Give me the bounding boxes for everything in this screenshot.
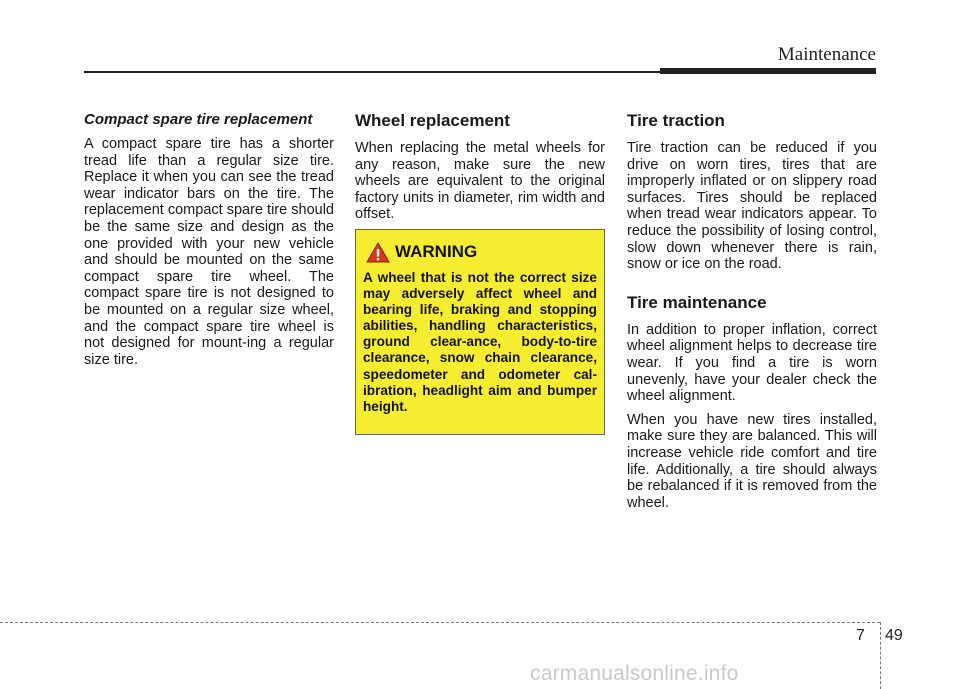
warning-label: WARNING xyxy=(395,242,478,261)
compact-spare-subheading: Compact spare tire replacement xyxy=(84,111,313,128)
warning-header xyxy=(363,238,597,266)
column-compact-spare xyxy=(84,108,334,375)
header-rule xyxy=(84,71,660,73)
watermark: carmanualsonline.info xyxy=(530,662,739,685)
warning-box xyxy=(355,229,605,435)
wheel-replacement-heading: Wheel replacement xyxy=(355,111,510,130)
warning-text: A wheel that is not the correct size may adversely affect wheel and bearing life, braking and stopping abilities, handling characteristics, ground clear-ance, body-to-tire clearance, snow chain clearance, speedometer and odometer cal-ibration, headlight aim and bumper height. xyxy=(363,270,597,414)
column-wheel-replacement xyxy=(355,108,605,230)
chapter-number: 7 xyxy=(856,627,865,644)
warning-triangle-icon xyxy=(366,242,390,263)
tire-traction-heading: Tire traction xyxy=(627,111,725,130)
tire-maintenance-paragraph-1: In addition to proper inflation, correct wheel alignment helps to decrease tire wear. If you find a tire is worn unevenly, have your dealer check the wheel alignment. xyxy=(627,321,877,405)
header-bar xyxy=(660,68,876,74)
wheel-replacement-paragraph: When replacing the metal wheels for any reason, make sure the new wheels are equivalent to the original factory units in diameter, rim width and offset. xyxy=(355,140,605,223)
tire-traction-paragraph: Tire traction can be reduced if you drive on worn tires, tires that are improperly inflated or on slippery road surfaces. Tires should be replaced when tread wear indicators appear. To reduce the possibility of losing control, slow down whenever there is rain, snow or ice on the road. xyxy=(627,140,877,273)
tire-maintenance-paragraph-2: When you have new tires installed, make sure they are balanced. This will increase vehicle ride comfort and tire life. Additionally, a tire should always be rebalanced if it is removed from the wheel. xyxy=(627,411,877,511)
tire-maintenance-heading: Tire maintenance xyxy=(627,292,767,312)
page-number: 49 xyxy=(885,627,903,644)
compact-spare-paragraph: A compact spare tire has a shorter tread life than a regular size tire. Replace it when you can see the tread wear indicator bars on the tire. The replacement compact spare tire should be the same size and design as the one provided with your new vehicle and should be mounted on the same compact spare tire wheel. The compact spare tire is not designed to be mounted on a regular size wheel, and the compact spare tire wheel is not designed for mount-ing a regular size tire. xyxy=(84,136,334,368)
column-tire-traction xyxy=(627,108,877,518)
section-title: Maintenance xyxy=(777,44,876,65)
footer-rule xyxy=(0,622,880,623)
footer-divider xyxy=(880,622,881,689)
